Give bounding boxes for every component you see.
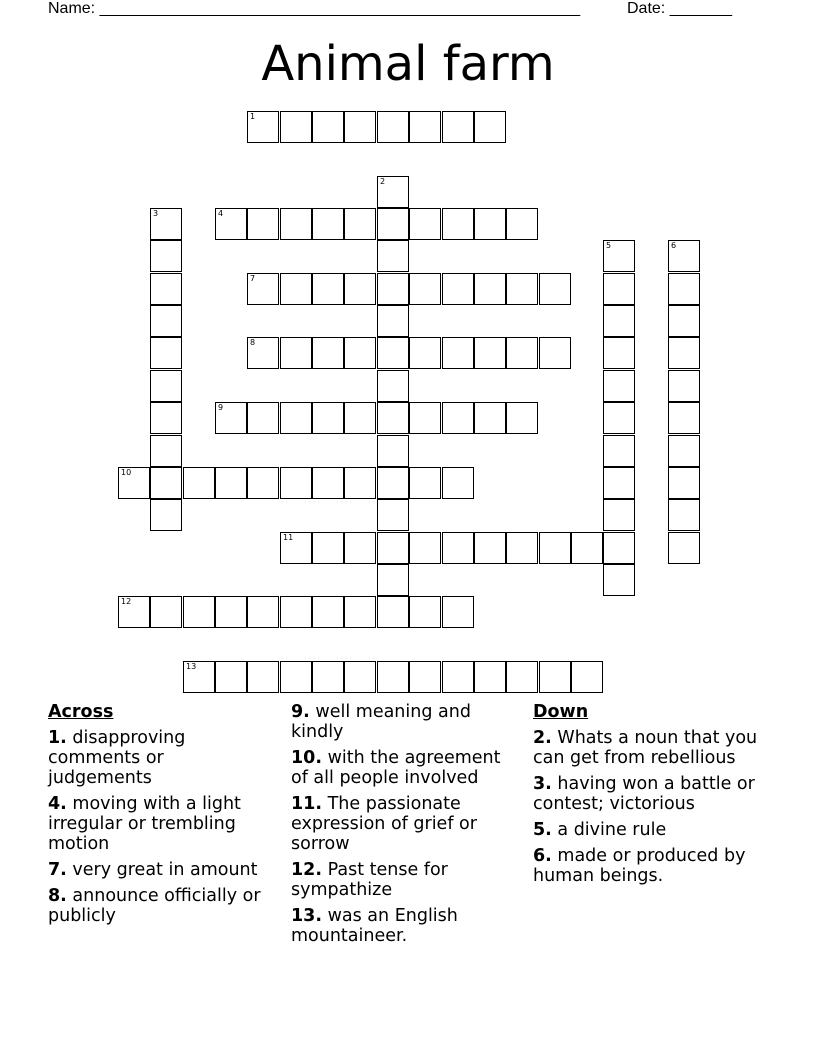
page-title: Animal farm xyxy=(261,36,555,92)
down-heading: Down xyxy=(533,702,589,722)
clue-number-label: 10 xyxy=(121,468,132,477)
grid-cell[interactable] xyxy=(603,370,635,402)
grid-cell[interactable] xyxy=(377,273,409,305)
grid-cell[interactable] xyxy=(312,596,344,628)
clue-text: a divine rule xyxy=(557,820,667,840)
clue-text: with the agreement of all people involved xyxy=(291,748,501,788)
grid-cell[interactable] xyxy=(506,661,538,693)
grid-cell[interactable] xyxy=(150,499,182,531)
grid-cell[interactable] xyxy=(150,435,182,467)
grid-cell[interactable] xyxy=(247,467,279,499)
grid-cell[interactable] xyxy=(409,337,441,369)
grid-cell[interactable] xyxy=(247,111,279,143)
grid-cell[interactable] xyxy=(247,337,279,369)
grid-cell[interactable] xyxy=(506,208,538,240)
grid-cell[interactable] xyxy=(442,111,474,143)
grid-cell[interactable] xyxy=(247,273,279,305)
grid-cell[interactable] xyxy=(377,532,409,564)
grid-cell[interactable] xyxy=(344,467,376,499)
clue-number: 13. xyxy=(291,906,323,926)
grid-cell[interactable] xyxy=(280,111,312,143)
grid-cell[interactable] xyxy=(118,596,150,628)
grid-cell[interactable] xyxy=(312,402,344,434)
grid-cell[interactable] xyxy=(603,467,635,499)
grid-cell[interactable] xyxy=(603,564,635,596)
grid-cell[interactable] xyxy=(474,661,506,693)
grid-cell[interactable] xyxy=(668,402,700,434)
grid-cell[interactable] xyxy=(409,402,441,434)
grid-cell[interactable] xyxy=(571,661,603,693)
grid-cell[interactable] xyxy=(344,661,376,693)
clue-number-label: 9 xyxy=(218,403,224,412)
grid-cell[interactable] xyxy=(344,532,376,564)
clue-number: 11. xyxy=(291,794,323,814)
grid-cell[interactable] xyxy=(603,305,635,337)
grid-cell[interactable] xyxy=(474,532,506,564)
grid-cell[interactable] xyxy=(183,467,215,499)
grid-cell[interactable] xyxy=(215,596,247,628)
grid-cell[interactable] xyxy=(603,532,635,564)
grid-cell[interactable] xyxy=(539,661,571,693)
across-clue xyxy=(48,794,273,854)
down-clue xyxy=(533,728,763,768)
grid-cell[interactable] xyxy=(668,532,700,564)
grid-cell[interactable] xyxy=(377,208,409,240)
grid-cell[interactable] xyxy=(312,111,344,143)
grid-cell[interactable] xyxy=(442,661,474,693)
grid-cell[interactable] xyxy=(280,337,312,369)
grid-cell[interactable] xyxy=(571,532,603,564)
grid-cell[interactable] xyxy=(312,337,344,369)
down-clue xyxy=(533,820,763,840)
grid-cell[interactable] xyxy=(603,273,635,305)
grid-cell[interactable] xyxy=(183,661,215,693)
grid-cell[interactable] xyxy=(344,596,376,628)
grid-cell[interactable] xyxy=(312,208,344,240)
clue-column-1 xyxy=(48,702,273,932)
clue-text: very great in amount xyxy=(72,860,258,880)
grid-cell[interactable] xyxy=(377,370,409,402)
clue-number: 7. xyxy=(48,860,67,880)
grid-cell[interactable] xyxy=(183,596,215,628)
down-clue xyxy=(533,774,763,814)
grid-cell[interactable] xyxy=(539,273,571,305)
grid-cell[interactable] xyxy=(668,273,700,305)
grid-cell[interactable] xyxy=(442,532,474,564)
grid-cell[interactable] xyxy=(442,273,474,305)
grid-cell[interactable] xyxy=(377,305,409,337)
grid-cell[interactable] xyxy=(539,532,571,564)
grid-cell[interactable] xyxy=(150,273,182,305)
across-clue xyxy=(48,728,273,788)
grid-cell[interactable] xyxy=(312,532,344,564)
grid-cell[interactable] xyxy=(150,240,182,272)
grid-cell[interactable] xyxy=(377,596,409,628)
clue-column-3 xyxy=(533,702,763,892)
clue-text: well meaning and kindly xyxy=(291,702,471,742)
clue-number: 1. xyxy=(48,728,67,748)
grid-cell[interactable] xyxy=(377,499,409,531)
grid-cell[interactable] xyxy=(603,240,635,272)
grid-cell[interactable] xyxy=(280,467,312,499)
grid-cell[interactable] xyxy=(215,661,247,693)
grid-cell[interactable] xyxy=(506,402,538,434)
clue-number: 3. xyxy=(533,774,552,794)
grid-cell[interactable] xyxy=(603,337,635,369)
date-field: Date: _______ xyxy=(627,0,732,17)
grid-cell[interactable] xyxy=(280,532,312,564)
grid-cell[interactable] xyxy=(344,402,376,434)
grid-cell[interactable] xyxy=(409,661,441,693)
across-clue xyxy=(291,748,519,788)
grid-cell[interactable] xyxy=(377,564,409,596)
grid-cell[interactable] xyxy=(377,402,409,434)
grid-cell[interactable] xyxy=(474,273,506,305)
clue-text: made or produced by human beings. xyxy=(533,846,746,886)
grid-cell[interactable] xyxy=(506,532,538,564)
grid-cell[interactable] xyxy=(668,337,700,369)
grid-cell[interactable] xyxy=(409,596,441,628)
grid-cell[interactable] xyxy=(344,337,376,369)
grid-cell[interactable] xyxy=(409,532,441,564)
clue-number: 6. xyxy=(533,846,552,866)
grid-cell[interactable] xyxy=(409,467,441,499)
clue-number-label: 1 xyxy=(250,112,256,121)
clue-number: 9. xyxy=(291,702,310,722)
grid-cell[interactable] xyxy=(377,240,409,272)
clue-number: 12. xyxy=(291,860,323,880)
down-clue xyxy=(533,846,763,886)
grid-cell[interactable] xyxy=(312,661,344,693)
grid-cell[interactable] xyxy=(215,402,247,434)
grid-cell[interactable] xyxy=(215,467,247,499)
grid-cell[interactable] xyxy=(280,596,312,628)
clue-number-label: 12 xyxy=(121,597,132,606)
grid-cell[interactable] xyxy=(474,337,506,369)
grid-cell[interactable] xyxy=(150,370,182,402)
clue-number-label: 2 xyxy=(380,177,386,186)
grid-cell[interactable] xyxy=(150,596,182,628)
grid-cell[interactable] xyxy=(668,467,700,499)
clue-number-label: 11 xyxy=(283,533,294,542)
grid-cell[interactable] xyxy=(668,305,700,337)
clue-text: Past tense for sympathize xyxy=(291,860,448,900)
grid-cell[interactable] xyxy=(312,273,344,305)
clue-text: disapproving comments or judgements xyxy=(48,728,186,788)
grid-cell[interactable] xyxy=(377,176,409,208)
grid-cell[interactable] xyxy=(247,596,279,628)
clue-column-2 xyxy=(291,702,519,952)
grid-cell[interactable] xyxy=(442,402,474,434)
grid-cell[interactable] xyxy=(668,240,700,272)
clue-number-label: 7 xyxy=(250,274,256,283)
grid-cell[interactable] xyxy=(280,208,312,240)
grid-cell[interactable] xyxy=(150,208,182,240)
clue-text: Whats a noun that you can get from rebellious xyxy=(533,728,758,768)
clue-number: 4. xyxy=(48,794,67,814)
grid-cell[interactable] xyxy=(247,402,279,434)
clue-text: announce officially or publicly xyxy=(48,886,261,926)
grid-cell[interactable] xyxy=(442,596,474,628)
grid-cell[interactable] xyxy=(474,402,506,434)
clue-number-label: 13 xyxy=(186,662,197,671)
grid-cell[interactable] xyxy=(150,337,182,369)
grid-cell[interactable] xyxy=(409,111,441,143)
grid-cell[interactable] xyxy=(377,337,409,369)
grid-cell[interactable] xyxy=(603,499,635,531)
grid-cell[interactable] xyxy=(409,273,441,305)
grid-cell[interactable] xyxy=(118,467,150,499)
grid-cell[interactable] xyxy=(377,111,409,143)
clue-number-label: 8 xyxy=(250,338,256,347)
grid-cell[interactable] xyxy=(344,111,376,143)
grid-cell[interactable] xyxy=(474,111,506,143)
clue-text: moving with a light irregular or trembling motion xyxy=(48,794,241,854)
grid-cell[interactable] xyxy=(506,337,538,369)
grid-cell[interactable] xyxy=(280,402,312,434)
clue-text: The passionate expression of grief or sorrow xyxy=(291,794,477,854)
grid-cell[interactable] xyxy=(506,273,538,305)
grid-cell[interactable] xyxy=(409,208,441,240)
clue-text: was an English mountaineer. xyxy=(291,906,458,946)
clue-number-label: 4 xyxy=(218,209,224,218)
grid-cell[interactable] xyxy=(344,273,376,305)
clue-number: 2. xyxy=(533,728,552,748)
grid-cell[interactable] xyxy=(344,208,376,240)
grid-cell[interactable] xyxy=(280,661,312,693)
across-heading: Across xyxy=(48,702,114,722)
grid-cell[interactable] xyxy=(150,402,182,434)
across-clue xyxy=(291,906,519,946)
grid-cell[interactable] xyxy=(377,661,409,693)
grid-cell[interactable] xyxy=(603,402,635,434)
grid-cell[interactable] xyxy=(668,370,700,402)
grid-cell[interactable] xyxy=(150,305,182,337)
grid-cell[interactable] xyxy=(474,208,506,240)
grid-cell[interactable] xyxy=(312,467,344,499)
grid-cell[interactable] xyxy=(150,467,182,499)
clue-text: having won a battle or contest; victorious xyxy=(533,774,755,814)
across-clue xyxy=(291,702,519,742)
grid-cell[interactable] xyxy=(442,337,474,369)
clue-number: 5. xyxy=(533,820,552,840)
grid-cell[interactable] xyxy=(247,208,279,240)
grid-cell[interactable] xyxy=(280,273,312,305)
grid-cell[interactable] xyxy=(215,208,247,240)
grid-cell[interactable] xyxy=(377,467,409,499)
grid-cell[interactable] xyxy=(539,337,571,369)
grid-cell[interactable] xyxy=(247,661,279,693)
grid-cell[interactable] xyxy=(668,499,700,531)
grid-cell[interactable] xyxy=(442,208,474,240)
grid-cell[interactable] xyxy=(442,467,474,499)
clue-number-label: 3 xyxy=(153,209,159,218)
across-clue xyxy=(48,860,273,880)
clue-number: 8. xyxy=(48,886,67,906)
name-field: Name: ______________________________________________________ xyxy=(48,0,581,17)
grid-cell[interactable] xyxy=(668,435,700,467)
grid-cell[interactable] xyxy=(603,435,635,467)
across-clue xyxy=(48,886,273,926)
across-clue xyxy=(291,794,519,854)
clue-number: 10. xyxy=(291,748,323,768)
across-clue xyxy=(291,860,519,900)
clue-number-label: 5 xyxy=(606,241,612,250)
grid-cell[interactable] xyxy=(377,435,409,467)
clue-number-label: 6 xyxy=(671,241,677,250)
